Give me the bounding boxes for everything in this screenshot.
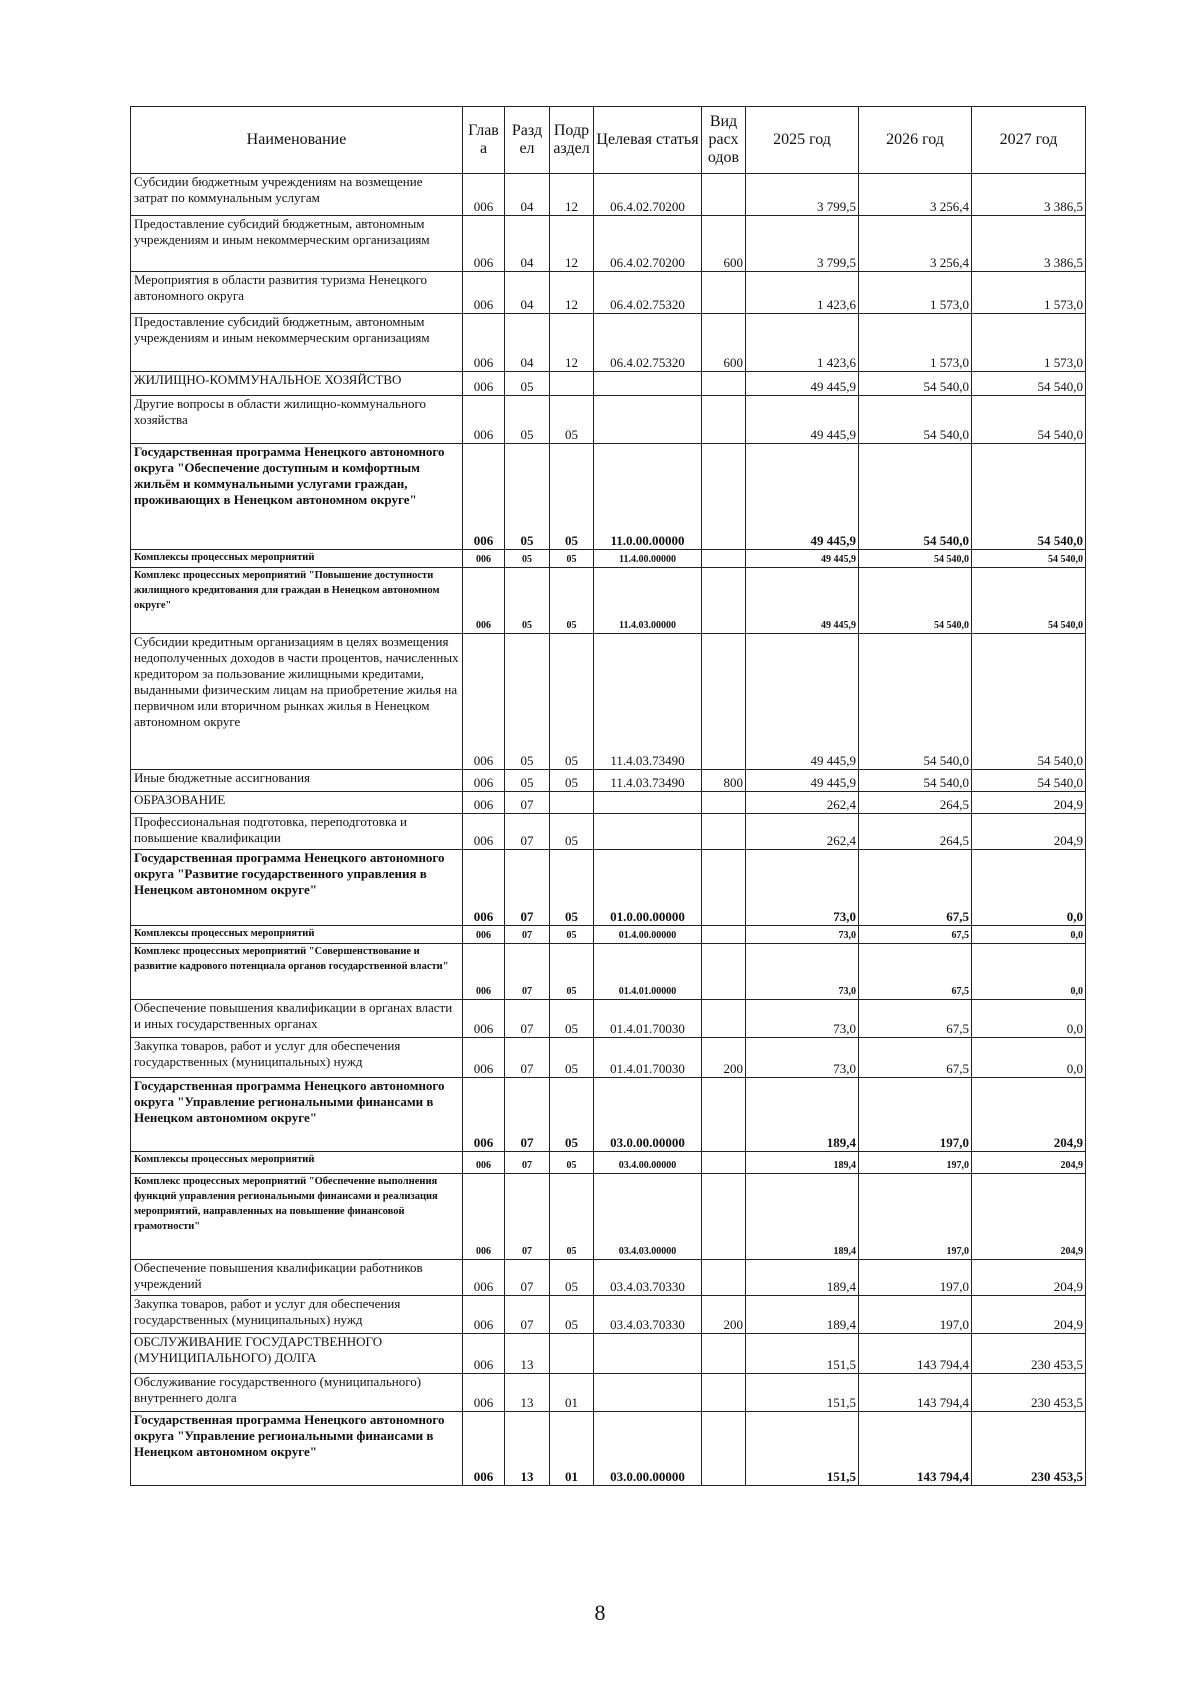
page-number: 8: [594, 1600, 606, 1625]
cell-podrazdel: [550, 792, 594, 814]
cell-podrazdel: 05: [550, 444, 594, 550]
cell-target-article: [594, 396, 702, 444]
table-row: [131, 1078, 1086, 1152]
cell-target-article: 06.4.02.70200: [594, 174, 702, 216]
cell-razdel: 05: [505, 770, 550, 792]
cell-2027: 204,9: [972, 1152, 1086, 1174]
cell-expense-type: [702, 444, 746, 550]
table-row: [131, 372, 1086, 396]
cell-2027: 1 573,0: [972, 314, 1086, 372]
cell-target-article: 01.4.01.00000: [594, 944, 702, 1000]
cell-podrazdel: 05: [550, 1000, 594, 1038]
cell-expense-type: [702, 550, 746, 568]
cell-expense-type: [702, 850, 746, 926]
cell-2026: 67,5: [859, 944, 972, 1000]
cell-name: Государственная программа Ненецкого автономного округа "Развитие государственного управления в Ненецком автономном округе": [131, 850, 463, 926]
cell-razdel: 05: [505, 396, 550, 444]
cell-2026: 3 256,4: [859, 174, 972, 216]
cell-2026: 67,5: [859, 1000, 972, 1038]
cell-name: Комплекс процессных мероприятий "Обеспечение выполнения функций управления региональными финансами и реализация мероприятий, направленных на повышение финансовой грамотности": [131, 1174, 463, 1260]
cell-expense-type: [702, 396, 746, 444]
cell-expense-type: 600: [702, 314, 746, 372]
table-body: [131, 174, 1086, 1486]
cell-target-article: 06.4.02.75320: [594, 272, 702, 314]
cell-2026: 67,5: [859, 850, 972, 926]
cell-razdel: 07: [505, 944, 550, 1000]
cell-glava: 006: [463, 1334, 505, 1374]
cell-name: Обслуживание государственного (муниципального) внутреннего долга: [131, 1374, 463, 1412]
cell-podrazdel: 01: [550, 1412, 594, 1486]
cell-2026: 54 540,0: [859, 550, 972, 568]
table-row: [131, 926, 1086, 944]
table-row: [131, 1260, 1086, 1296]
cell-name: Закупка товаров, работ и услуг для обеспечения государственных (муниципальных) нужд: [131, 1038, 463, 1078]
cell-glava: 006: [463, 850, 505, 926]
cell-name: Государственная программа Ненецкого автономного округа "Управление региональными финансами в Ненецком автономном округе": [131, 1078, 463, 1152]
cell-glava: 006: [463, 372, 505, 396]
cell-glava: 006: [463, 1038, 505, 1078]
cell-target-article: 03.0.00.00000: [594, 1412, 702, 1486]
cell-name: Мероприятия в области развития туризма Ненецкого автономного округа: [131, 272, 463, 314]
cell-name: Другие вопросы в области жилищно-коммунального хозяйства: [131, 396, 463, 444]
cell-glava: 006: [463, 1260, 505, 1296]
cell-glava: 006: [463, 1296, 505, 1334]
cell-podrazdel: 05: [550, 550, 594, 568]
cell-razdel: 07: [505, 926, 550, 944]
cell-name: Субсидии бюджетным учреждениям на возмещение затрат по коммунальным услугам: [131, 174, 463, 216]
cell-2025: 49 445,9: [746, 550, 859, 568]
cell-razdel: 04: [505, 174, 550, 216]
header-row: [131, 107, 1086, 174]
cell-2027: 230 453,5: [972, 1374, 1086, 1412]
cell-name: Государственная программа Ненецкого автономного округа "Обеспечение доступным и комфортным жильём и коммунальными услугами граждан, проживающих в Ненецком автономном округе": [131, 444, 463, 550]
cell-2026: 54 540,0: [859, 770, 972, 792]
cell-2025: 189,4: [746, 1078, 859, 1152]
cell-expense-type: [702, 1334, 746, 1374]
cell-2025: 151,5: [746, 1374, 859, 1412]
cell-2025: 151,5: [746, 1334, 859, 1374]
cell-2026: 54 540,0: [859, 568, 972, 634]
header-glava: Глав а: [463, 107, 505, 174]
table-row: [131, 814, 1086, 850]
cell-2025: 49 445,9: [746, 634, 859, 770]
cell-glava: 006: [463, 770, 505, 792]
cell-2027: 54 540,0: [972, 568, 1086, 634]
cell-name: Комплексы процессных мероприятий: [131, 1152, 463, 1174]
cell-expense-type: [702, 814, 746, 850]
cell-target-article: [594, 1374, 702, 1412]
cell-glava: 006: [463, 926, 505, 944]
cell-2027: 54 540,0: [972, 396, 1086, 444]
table-row: [131, 1334, 1086, 1374]
table-row: [131, 1038, 1086, 1078]
cell-name: Закупка товаров, работ и услуг для обеспечения государственных (муниципальных) нужд: [131, 1296, 463, 1334]
cell-podrazdel: 05: [550, 634, 594, 770]
cell-2026: 197,0: [859, 1078, 972, 1152]
cell-2027: 54 540,0: [972, 444, 1086, 550]
cell-2025: 73,0: [746, 944, 859, 1000]
cell-glava: 006: [463, 550, 505, 568]
cell-glava: 006: [463, 1152, 505, 1174]
cell-expense-type: 200: [702, 1296, 746, 1334]
cell-target-article: 11.0.00.00000: [594, 444, 702, 550]
cell-target-article: 03.0.00.00000: [594, 1078, 702, 1152]
cell-glava: 006: [463, 792, 505, 814]
cell-glava: 006: [463, 1078, 505, 1152]
cell-2027: 3 386,5: [972, 216, 1086, 272]
cell-2025: 3 799,5: [746, 216, 859, 272]
cell-razdel: 05: [505, 634, 550, 770]
cell-target-article: 01.4.01.70030: [594, 1038, 702, 1078]
cell-name: Предоставление субсидий бюджетным, автономным учреждениям и иным некоммерческим организациям: [131, 216, 463, 272]
cell-2027: 54 540,0: [972, 634, 1086, 770]
cell-podrazdel: 05: [550, 1260, 594, 1296]
cell-expense-type: [702, 634, 746, 770]
cell-2027: 0,0: [972, 1038, 1086, 1078]
cell-2027: 54 540,0: [972, 372, 1086, 396]
cell-name: Комплексы процессных мероприятий: [131, 926, 463, 944]
cell-2025: 49 445,9: [746, 444, 859, 550]
cell-2027: 230 453,5: [972, 1334, 1086, 1374]
cell-podrazdel: 12: [550, 272, 594, 314]
cell-target-article: [594, 792, 702, 814]
cell-target-article: 03.4.03.00000: [594, 1174, 702, 1260]
table-row: [131, 1374, 1086, 1412]
cell-2027: 3 386,5: [972, 174, 1086, 216]
cell-expense-type: [702, 1174, 746, 1260]
cell-2026: 264,5: [859, 814, 972, 850]
cell-podrazdel: 12: [550, 314, 594, 372]
cell-2026: 1 573,0: [859, 272, 972, 314]
table-row: [131, 792, 1086, 814]
cell-2027: 204,9: [972, 814, 1086, 850]
header-target-article: Целевая статья: [594, 107, 702, 174]
cell-expense-type: [702, 568, 746, 634]
cell-expense-type: [702, 926, 746, 944]
table-row: [131, 1174, 1086, 1260]
cell-target-article: 03.4.00.00000: [594, 1152, 702, 1174]
cell-razdel: 13: [505, 1374, 550, 1412]
cell-2027: 204,9: [972, 1078, 1086, 1152]
cell-podrazdel: 05: [550, 850, 594, 926]
cell-razdel: 07: [505, 1078, 550, 1152]
cell-2026: 197,0: [859, 1152, 972, 1174]
cell-2025: 1 423,6: [746, 272, 859, 314]
cell-razdel: 07: [505, 850, 550, 926]
cell-podrazdel: 12: [550, 174, 594, 216]
cell-2025: 262,4: [746, 814, 859, 850]
cell-2027: 204,9: [972, 1174, 1086, 1260]
cell-expense-type: [702, 174, 746, 216]
cell-glava: 006: [463, 944, 505, 1000]
cell-razdel: 05: [505, 444, 550, 550]
cell-podrazdel: 05: [550, 926, 594, 944]
cell-podrazdel: [550, 372, 594, 396]
table-row: [131, 1412, 1086, 1486]
cell-2025: 49 445,9: [746, 568, 859, 634]
cell-glava: 006: [463, 174, 505, 216]
cell-razdel: 07: [505, 814, 550, 850]
cell-expense-type: 800: [702, 770, 746, 792]
table-row: [131, 1152, 1086, 1174]
table-row: [131, 550, 1086, 568]
cell-name: Профессиональная подготовка, переподготовка и повышение квалификации: [131, 814, 463, 850]
cell-glava: 006: [463, 1000, 505, 1038]
cell-expense-type: [702, 1260, 746, 1296]
cell-podrazdel: 05: [550, 814, 594, 850]
header-razdel: Разд ел: [505, 107, 550, 174]
cell-name: Комплексы процессных мероприятий: [131, 550, 463, 568]
cell-2025: 73,0: [746, 1038, 859, 1078]
cell-razdel: 04: [505, 314, 550, 372]
table-row: [131, 568, 1086, 634]
cell-2027: 204,9: [972, 1260, 1086, 1296]
cell-glava: 006: [463, 1412, 505, 1486]
cell-target-article: 01.4.00.00000: [594, 926, 702, 944]
cell-2025: 1 423,6: [746, 314, 859, 372]
cell-2026: 143 794,4: [859, 1374, 972, 1412]
table-row: [131, 944, 1086, 1000]
cell-expense-type: 200: [702, 1038, 746, 1078]
cell-razdel: 04: [505, 216, 550, 272]
cell-2026: 54 540,0: [859, 396, 972, 444]
table-row: [131, 850, 1086, 926]
cell-2025: 73,0: [746, 1000, 859, 1038]
cell-target-article: [594, 814, 702, 850]
cell-2025: 189,4: [746, 1296, 859, 1334]
header-2025: 2025 год: [746, 107, 859, 174]
cell-name: ОБРАЗОВАНИЕ: [131, 792, 463, 814]
table-row: [131, 1000, 1086, 1038]
cell-podrazdel: 05: [550, 1296, 594, 1334]
cell-glava: 006: [463, 1174, 505, 1260]
cell-podrazdel: 05: [550, 1078, 594, 1152]
cell-name: Обеспечение повышения квалификации в органах власти и иных государственных органах: [131, 1000, 463, 1038]
cell-2026: 3 256,4: [859, 216, 972, 272]
table-row: [131, 396, 1086, 444]
cell-2027: 54 540,0: [972, 550, 1086, 568]
cell-expense-type: [702, 1000, 746, 1038]
cell-target-article: 03.4.03.70330: [594, 1260, 702, 1296]
cell-expense-type: [702, 1374, 746, 1412]
cell-glava: 006: [463, 272, 505, 314]
cell-2025: 189,4: [746, 1152, 859, 1174]
cell-2027: 0,0: [972, 850, 1086, 926]
cell-2027: 0,0: [972, 926, 1086, 944]
cell-name: Иные бюджетные ассигнования: [131, 770, 463, 792]
cell-2025: 49 445,9: [746, 372, 859, 396]
cell-expense-type: [702, 944, 746, 1000]
cell-target-article: [594, 372, 702, 396]
cell-target-article: 06.4.02.70200: [594, 216, 702, 272]
cell-2026: 54 540,0: [859, 444, 972, 550]
cell-razdel: 04: [505, 272, 550, 314]
cell-2025: 189,4: [746, 1174, 859, 1260]
cell-2026: 54 540,0: [859, 372, 972, 396]
cell-podrazdel: 05: [550, 1174, 594, 1260]
cell-target-article: 11.4.03.73490: [594, 634, 702, 770]
header-podrazdel: Подр аздел: [550, 107, 594, 174]
cell-name: Обеспечение повышения квалификации работников учреждений: [131, 1260, 463, 1296]
cell-target-article: 11.4.03.00000: [594, 568, 702, 634]
cell-target-article: 06.4.02.75320: [594, 314, 702, 372]
budget-table: [130, 106, 1086, 1486]
table-row: [131, 634, 1086, 770]
cell-razdel: 07: [505, 1174, 550, 1260]
cell-2027: 54 540,0: [972, 770, 1086, 792]
cell-razdel: 07: [505, 1000, 550, 1038]
cell-target-article: 11.4.03.73490: [594, 770, 702, 792]
cell-glava: 006: [463, 444, 505, 550]
table-row: [131, 1296, 1086, 1334]
header-expense-type: Вид расх одов: [702, 107, 746, 174]
cell-expense-type: [702, 1152, 746, 1174]
cell-2026: 1 573,0: [859, 314, 972, 372]
cell-podrazdel: 05: [550, 396, 594, 444]
cell-2026: 197,0: [859, 1260, 972, 1296]
cell-name: Государственная программа Ненецкого автономного округа "Управление региональными финансами в Ненецком автономном округе": [131, 1412, 463, 1486]
header-2027: 2027 год: [972, 107, 1086, 174]
cell-expense-type: [702, 1078, 746, 1152]
cell-2026: 264,5: [859, 792, 972, 814]
cell-name: Субсидии кредитным организациям в целях возмещения недополученных доходов в части процентов, начисленных кредитором за пользование жилищными кредитами, выданными физическим лицам на приобретение жилья на первичном или вторичном рынках жилья в Ненецком автономном округе: [131, 634, 463, 770]
cell-razdel: 07: [505, 1260, 550, 1296]
cell-glava: 006: [463, 1374, 505, 1412]
cell-2025: 73,0: [746, 926, 859, 944]
cell-podrazdel: 05: [550, 1038, 594, 1078]
cell-2027: 0,0: [972, 1000, 1086, 1038]
table-row: [131, 174, 1086, 216]
cell-expense-type: 600: [702, 216, 746, 272]
cell-razdel: 13: [505, 1334, 550, 1374]
cell-podrazdel: 05: [550, 568, 594, 634]
cell-2026: 67,5: [859, 1038, 972, 1078]
cell-razdel: 05: [505, 568, 550, 634]
cell-name: ОБСЛУЖИВАНИЕ ГОСУДАРСТВЕННОГО (МУНИЦИПАЛЬНОГО) ДОЛГА: [131, 1334, 463, 1374]
cell-razdel: 07: [505, 1038, 550, 1078]
cell-expense-type: [702, 372, 746, 396]
cell-2027: 204,9: [972, 1296, 1086, 1334]
cell-2025: 49 445,9: [746, 770, 859, 792]
cell-2026: 197,0: [859, 1174, 972, 1260]
cell-2026: 67,5: [859, 926, 972, 944]
table-row: [131, 314, 1086, 372]
cell-2027: 204,9: [972, 792, 1086, 814]
cell-target-article: 11.4.00.00000: [594, 550, 702, 568]
cell-target-article: 01.4.01.70030: [594, 1000, 702, 1038]
cell-2025: 151,5: [746, 1412, 859, 1486]
cell-name: ЖИЛИЩНО-КОММУНАЛЬНОЕ ХОЗЯЙСТВО: [131, 372, 463, 396]
cell-2025: 73,0: [746, 850, 859, 926]
cell-2027: 230 453,5: [972, 1412, 1086, 1486]
header-2026: 2026 год: [859, 107, 972, 174]
cell-2025: 262,4: [746, 792, 859, 814]
cell-glava: 006: [463, 814, 505, 850]
cell-2025: 3 799,5: [746, 174, 859, 216]
cell-podrazdel: 05: [550, 944, 594, 1000]
cell-podrazdel: 01: [550, 1374, 594, 1412]
cell-podrazdel: [550, 1334, 594, 1374]
cell-podrazdel: 05: [550, 770, 594, 792]
table-row: [131, 216, 1086, 272]
cell-name: Предоставление субсидий бюджетным, автономным учреждениям и иным некоммерческим организациям: [131, 314, 463, 372]
cell-podrazdel: 05: [550, 1152, 594, 1174]
cell-target-article: 03.4.03.70330: [594, 1296, 702, 1334]
cell-glava: 006: [463, 396, 505, 444]
cell-glava: 006: [463, 216, 505, 272]
cell-2025: 49 445,9: [746, 396, 859, 444]
cell-2027: 1 573,0: [972, 272, 1086, 314]
cell-name: Комплекс процессных мероприятий "Совершенствование и развитие кадрового потенциала органов государственной власти": [131, 944, 463, 1000]
cell-2026: 143 794,4: [859, 1412, 972, 1486]
cell-2027: 0,0: [972, 944, 1086, 1000]
cell-razdel: 07: [505, 792, 550, 814]
cell-glava: 006: [463, 314, 505, 372]
cell-2026: 54 540,0: [859, 634, 972, 770]
table-row: [131, 770, 1086, 792]
cell-razdel: 07: [505, 1152, 550, 1174]
table-row: [131, 444, 1086, 550]
cell-2026: 197,0: [859, 1296, 972, 1334]
cell-target-article: 01.0.00.00000: [594, 850, 702, 926]
cell-target-article: [594, 1334, 702, 1374]
cell-2025: 189,4: [746, 1260, 859, 1296]
cell-expense-type: [702, 1412, 746, 1486]
cell-glava: 006: [463, 634, 505, 770]
cell-2026: 143 794,4: [859, 1334, 972, 1374]
cell-razdel: 13: [505, 1412, 550, 1486]
cell-glava: 006: [463, 568, 505, 634]
cell-razdel: 05: [505, 550, 550, 568]
cell-razdel: 07: [505, 1296, 550, 1334]
cell-name: Комплекс процессных мероприятий "Повышение доступности жилищного кредитования для граждан в Ненецком автономном округе": [131, 568, 463, 634]
cell-expense-type: [702, 272, 746, 314]
header-name: Наименование: [131, 107, 463, 174]
cell-podrazdel: 12: [550, 216, 594, 272]
cell-expense-type: [702, 792, 746, 814]
table-row: [131, 272, 1086, 314]
cell-razdel: 05: [505, 372, 550, 396]
